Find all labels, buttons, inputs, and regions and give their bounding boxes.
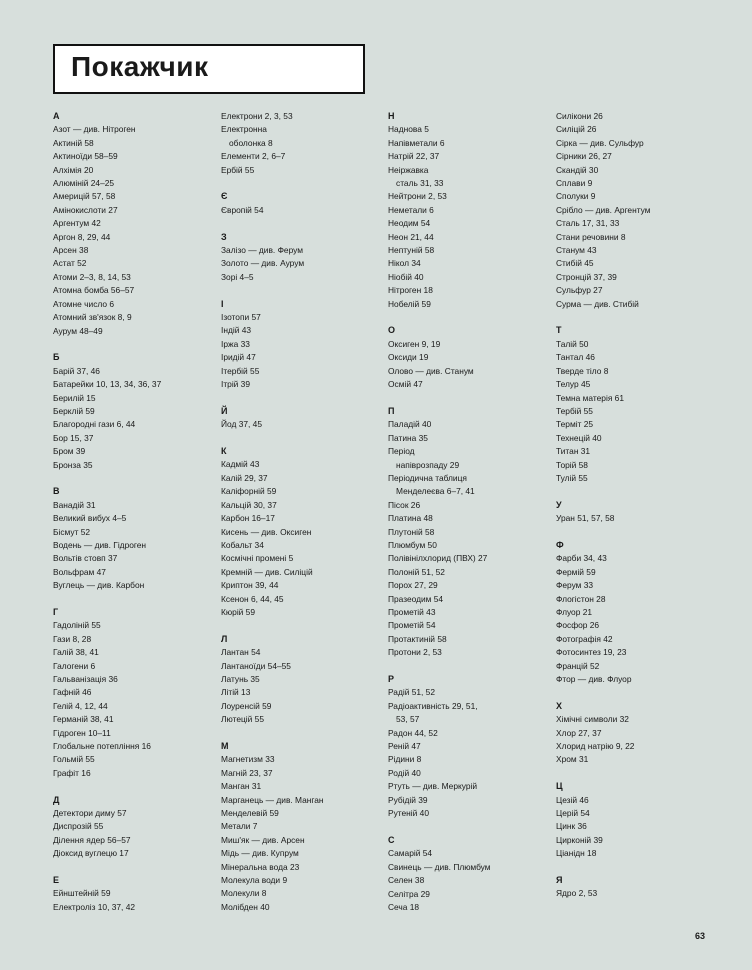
section-gap <box>388 660 548 673</box>
index-entry: Рутеній 40 <box>388 808 429 819</box>
index-entry: Великий вибух 4–5 <box>53 513 127 524</box>
index-entry: Прометій 43 <box>388 607 436 617</box>
index-entry: Оксиген 9, 19 <box>388 338 441 349</box>
section-letter: Л <box>221 633 228 644</box>
index-entry: Лютецій 55 <box>221 714 264 725</box>
index-entry: Іржа 33 <box>221 338 250 349</box>
index-entry: Церій 54 <box>556 808 590 819</box>
index-entry: Кисень — див. Оксиген <box>221 526 312 537</box>
index-entry: Технецій 40 <box>556 432 602 443</box>
index-entry: Батарейки 10, 13, 34, 36, 37 <box>53 379 162 390</box>
index-entry: Платина 48 <box>388 513 433 524</box>
section-letter: Р <box>388 674 395 685</box>
index-entry: Бісмут 52 <box>53 526 91 537</box>
index-entry: Ціанідн 18 <box>556 848 597 859</box>
index-entry: Ядро 2, 53 <box>556 888 598 899</box>
index-entry: Золото — див. Аурум <box>221 258 305 269</box>
index-entry: Берклій 59 <box>53 405 95 416</box>
index-entry: Кремній — див. Силіцій <box>221 566 313 577</box>
index-column-1 <box>53 110 213 914</box>
index-entry: Арсен 38 <box>53 245 89 256</box>
index-entry: оболонка 8 <box>229 137 273 148</box>
section-letter: Т <box>556 325 562 336</box>
index-entry: Сполуки 9 <box>556 191 596 202</box>
index-entry: Сталь 17, 31, 33 <box>556 218 620 229</box>
index-entry: Кадмій 43 <box>221 459 260 470</box>
index-entry: Аурум 48–49 <box>53 325 103 336</box>
index-entry: Титан 31 <box>556 446 591 457</box>
index-entry: Детектори диму 57 <box>53 808 127 819</box>
section-gap <box>556 526 716 539</box>
index-entry: Рідини 8 <box>388 754 422 765</box>
index-entry: Осмій 47 <box>388 379 423 390</box>
section-letter: З <box>221 231 227 242</box>
index-entry: Неодим 54 <box>388 218 431 229</box>
index-entry: Космічні промені 5 <box>221 553 294 564</box>
section-letter: У <box>556 499 562 510</box>
section-gap <box>388 820 548 833</box>
index-entry: Силіцій 26 <box>556 124 597 135</box>
index-entry: Талій 50 <box>556 338 589 349</box>
index-entry: Азот — див. Нітроген <box>53 124 136 135</box>
section-letter: В <box>53 486 60 497</box>
index-entry: Глобальне потепління 16 <box>53 741 151 752</box>
section-letter: Х <box>556 700 563 711</box>
index-entry: Ніобій 40 <box>388 271 424 282</box>
index-entry: Пісок 26 <box>388 499 421 510</box>
section-gap <box>53 593 213 606</box>
section-letter: Г <box>53 606 59 617</box>
index-entry: Флуор 21 <box>556 606 593 617</box>
index-entry: Стани речовини 8 <box>556 231 626 242</box>
index-entry: Германій 38, 41 <box>53 714 114 725</box>
index-entry: Гелій 4, 12, 44 <box>53 700 108 711</box>
index-entry: Алюміній 24–25 <box>53 178 115 189</box>
index-entry: Тверде тіло 8 <box>556 365 609 376</box>
index-entry: Фермій 59 <box>556 566 596 577</box>
index-entry: Родій 40 <box>388 767 421 778</box>
index-entry: Паладій 40 <box>388 419 432 430</box>
index-entry: Амінокислоти 27 <box>53 204 118 215</box>
index-entry: Стибій 45 <box>556 258 594 269</box>
index-entry: Берилій 15 <box>53 392 96 403</box>
section-gap <box>53 338 213 351</box>
index-entry: Францій 52 <box>556 660 600 671</box>
index-entry: Радіоактивність 29, 51, <box>388 700 478 711</box>
index-entry: Оксиди 19 <box>388 352 429 363</box>
index-entry: Стронцій 37, 39 <box>556 271 617 282</box>
index-entry: Бром 39 <box>53 446 86 457</box>
section-gap <box>556 767 716 780</box>
index-entry: Ртуть — див. Меркурій <box>388 781 478 792</box>
section-letter: Ф <box>556 539 564 550</box>
index-entry: Срібло — див. Аргентум <box>556 204 651 215</box>
index-entry: Молекула води 9 <box>221 875 288 886</box>
index-entry: Каліфорній 59 <box>221 486 277 497</box>
index-entry: Атомна бомба 56–57 <box>53 285 135 296</box>
section-letter: Д <box>53 794 60 805</box>
index-entry: Ксенон 6, 44, 45 <box>221 593 284 604</box>
section-gap <box>556 686 716 699</box>
section-letter: С <box>388 834 395 845</box>
index-entry: Сірка — див. Сульфур <box>556 137 644 148</box>
index-entry: Селен 38 <box>388 875 425 886</box>
index-entry: Плюмбум 50 <box>388 539 437 550</box>
index-entry: Нобелій 59 <box>388 298 431 309</box>
index-entry: Селітра 29 <box>388 888 430 899</box>
index-entry: Актиній 58 <box>53 137 94 148</box>
index-entry: Цирконій 39 <box>556 834 603 845</box>
index-entry: Аргентум 42 <box>53 218 101 229</box>
index-entry: Сульфур 27 <box>556 285 603 296</box>
section-letter: Ц <box>556 781 563 792</box>
index-entry: Нікол 34 <box>388 258 421 269</box>
index-entry: Гальванізація 36 <box>53 674 118 685</box>
index-entry: Літій 13 <box>221 687 251 698</box>
index-column-3 <box>388 110 548 914</box>
index-entry: Нептуній 58 <box>388 245 435 256</box>
index-entry: Рубідій 39 <box>388 794 428 805</box>
index-entry: Електрони 2, 3, 53 <box>221 111 293 121</box>
index-entry: Метали 7 <box>221 821 258 832</box>
index-entry: Прометій 54 <box>388 620 436 631</box>
index-entry: Латунь 35 <box>221 673 260 684</box>
index-column-2 <box>221 110 381 914</box>
index-entry: Патина 35 <box>388 432 428 443</box>
index-entry: Гази 8, 28 <box>53 633 92 644</box>
index-entry: Нітроген 18 <box>388 285 433 296</box>
index-entry: Елементи 2, 6–7 <box>221 151 286 162</box>
index-entry: Нейтрони 2, 53 <box>388 191 447 202</box>
index-entry: Бронза 35 <box>53 459 93 470</box>
index-entry: Телур 45 <box>556 379 591 390</box>
index-entry: Водень — див. Гідроген <box>53 539 147 550</box>
index-entry: Молібден 40 <box>221 901 270 912</box>
index-entry: Торій 58 <box>556 459 588 470</box>
index-entry: Полівінілхлорид (ПВХ) 27 <box>388 553 488 564</box>
section-letter: Є <box>221 191 228 202</box>
section-gap <box>221 177 381 190</box>
index-entry: Іридій 47 <box>221 352 256 363</box>
index-entry: Вольтів стовп 37 <box>53 553 118 564</box>
index-entry: Лоуренсій 59 <box>221 700 272 711</box>
index-entry: Флогістон 28 <box>556 593 606 604</box>
index-entry: Ділення ядер 56–57 <box>53 834 131 845</box>
index-entry: Скандій 30 <box>556 164 599 175</box>
index-entry: Силікони 26 <box>556 111 603 121</box>
section-letter: О <box>388 325 396 336</box>
section-gap <box>556 311 716 324</box>
index-entry: Цинк 36 <box>556 821 587 832</box>
index-entry: Кальцій 30, 37 <box>221 499 277 510</box>
index-entry: Протони 2, 53 <box>388 647 442 658</box>
index-entry: Гольмій 55 <box>53 754 95 765</box>
index-entry: Полоній 51, 52 <box>388 566 445 577</box>
index-entry: Манган 31 <box>221 781 262 792</box>
index-entry: Ітербій 55 <box>221 365 260 376</box>
index-entry: Сеча 18 <box>388 901 420 912</box>
index-entry: Самарій 54 <box>388 848 433 859</box>
index-entry: Вуглець — див. Карбон <box>53 580 145 591</box>
section-letter: Б <box>53 352 60 363</box>
index-entry: Ферум 33 <box>556 580 594 591</box>
index-entry: Ванадій 31 <box>53 499 96 510</box>
section-gap <box>53 861 213 874</box>
index-entry: Залізо — див. Ферум <box>221 245 304 256</box>
section-letter: Й <box>221 405 228 416</box>
index-entry: Галій 38, 41 <box>53 647 99 658</box>
page-title: Покажчик <box>71 51 209 82</box>
index-entry: Лантан 54 <box>221 647 261 658</box>
index-entry: Хлор 27, 37 <box>556 727 602 738</box>
index-entry: Менделевій 59 <box>221 808 279 819</box>
index-entry: Напівметали 6 <box>388 137 445 148</box>
index-entry: Астат 52 <box>53 258 87 269</box>
index-entry: Плутоній 58 <box>388 526 435 537</box>
index-entry: напіврозпаду 29 <box>396 459 460 470</box>
section-letter: Е <box>53 875 60 886</box>
index-entry: Марганець — див. Манган <box>221 794 324 805</box>
index-entry: Фотосинтез 19, 23 <box>556 647 627 658</box>
index-entry: Криптон 39, 44 <box>221 580 279 591</box>
index-entry: Гідроген 10–11 <box>53 727 111 738</box>
index-entry: Радій 51, 52 <box>388 687 436 698</box>
index-entry: Діоксид вуглецю 17 <box>53 848 129 859</box>
index-entry: Графіт 16 <box>53 767 91 778</box>
index-entry: Тербій 55 <box>556 405 593 416</box>
index-entry: Барій 37, 46 <box>53 365 100 376</box>
index-entry: Радон 44, 52 <box>388 727 438 738</box>
index-entry: Атомне число 6 <box>53 298 115 309</box>
index-entry: Ізотопи 57 <box>221 312 261 323</box>
index-entry: Індій 43 <box>221 325 252 336</box>
index-entry: Реній 47 <box>388 741 421 752</box>
title-box <box>53 44 365 94</box>
index-entry: Калій 29, 37 <box>221 472 268 483</box>
section-letter: Я <box>556 875 563 886</box>
index-entry: сталь 31, 33 <box>396 178 444 189</box>
index-entry: Сірники 26, 27 <box>556 151 612 162</box>
index-entry: Празеодим 54 <box>388 593 444 604</box>
index-entry: Йод 37, 45 <box>221 419 262 430</box>
section-letter: М <box>221 740 229 751</box>
index-entry: Фтор — див. Флуор <box>556 674 632 685</box>
index-entry: Неон 21, 44 <box>388 231 434 242</box>
index-entry: Зорі 4–5 <box>221 271 254 282</box>
index-column-4 <box>556 110 716 901</box>
index-entry: Олово — див. Станум <box>388 365 474 376</box>
index-entry: Лантаноїди 54–55 <box>221 660 291 671</box>
section-gap <box>221 217 381 230</box>
section-letter: Н <box>388 111 395 121</box>
index-entry: Атоми 2–3, 8, 14, 53 <box>53 271 131 282</box>
index-entry: Магнетизм 33 <box>221 754 275 765</box>
index-entry: Європій 54 <box>221 204 264 215</box>
section-letter: П <box>388 405 395 416</box>
section-gap <box>221 391 381 404</box>
section-gap <box>53 780 213 793</box>
index-entry: Свинець — див. Плюмбум <box>388 861 491 872</box>
index-entry: Атомний зв'язок 8, 9 <box>53 312 132 323</box>
index-entry: Електроліз 10, 37, 42 <box>53 901 136 912</box>
index-entry: Бор 15, 37 <box>53 432 94 443</box>
index-entry: Хром 31 <box>556 754 589 765</box>
index-entry: Америцій 57, 58 <box>53 191 116 202</box>
index-entry: Кобальт 34 <box>221 539 264 550</box>
index-entry: Хлорид натрію 9, 22 <box>556 741 635 752</box>
index-entry: Період <box>388 446 415 457</box>
index-entry: Фосфор 26 <box>556 620 600 631</box>
index-entry: Карбон 16–17 <box>221 513 275 524</box>
index-entry: Ейнштейній 59 <box>53 888 111 899</box>
index-entry: 53, 57 <box>396 714 420 725</box>
index-entry: Мідь — див. Купрум <box>221 848 299 859</box>
index-entry: Тантал 46 <box>556 352 595 363</box>
section-gap <box>221 619 381 632</box>
index-entry: Неіржавка <box>388 164 429 175</box>
section-gap <box>221 727 381 740</box>
index-entry: Неметали 6 <box>388 204 434 215</box>
index-entry: Порох 27, 29 <box>388 580 438 591</box>
index-entry: Електронна <box>221 124 267 135</box>
index-entry: Натрій 22, 37 <box>388 151 440 162</box>
index-entry: Протактиній 58 <box>388 633 447 644</box>
section-letter: І <box>221 298 224 309</box>
index-entry: Фотографія 42 <box>556 633 613 644</box>
index-entry: Фарби 34, 43 <box>556 553 607 564</box>
index-entry: Магній 23, 37 <box>221 767 273 778</box>
index-entry: Алхімія 20 <box>53 164 94 175</box>
index-entry: Галогени 6 <box>53 660 96 671</box>
index-entry: Цезій 46 <box>556 794 589 805</box>
section-letter: А <box>53 111 60 121</box>
index-entry: Диспрозій 55 <box>53 821 104 832</box>
section-gap <box>53 472 213 485</box>
section-gap <box>221 432 381 445</box>
index-entry: Миш'як — див. Арсен <box>221 834 305 845</box>
section-gap <box>388 311 548 324</box>
index-entry: Благородні гази 6, 44 <box>53 419 136 430</box>
section-gap <box>388 392 548 405</box>
index-entry: Терміт 25 <box>556 419 594 430</box>
index-entry: Тулій 55 <box>556 472 588 483</box>
index-entry: Кюрій 59 <box>221 606 255 617</box>
index-entry: Станум 43 <box>556 245 597 256</box>
index-entry: Ербій 55 <box>221 164 255 175</box>
index-entry: Молекули 8 <box>221 888 267 899</box>
section-letter: К <box>221 446 227 457</box>
index-entry: Темна матерія 61 <box>556 392 624 403</box>
index-entry: Ітрій 39 <box>221 379 251 390</box>
index-entry: Менделеєва 6–7, 41 <box>396 486 475 497</box>
section-gap <box>556 485 716 498</box>
page-number: 63 <box>694 931 705 941</box>
section-gap <box>556 861 716 874</box>
index-entry: Мінеральна вода 23 <box>221 861 300 872</box>
index-entry: Сурма — див. Стибій <box>556 298 639 309</box>
index-entry: Актиноїди 58–59 <box>53 151 118 162</box>
index-entry: Періодична таблиця <box>388 472 467 483</box>
index-entry: Сплави 9 <box>556 178 593 189</box>
index-entry: Гафній 46 <box>53 687 92 698</box>
index-entry: Вольфрам 47 <box>53 566 106 577</box>
index-entry: Уран 51, 57, 58 <box>556 513 615 524</box>
section-gap <box>221 284 381 297</box>
index-entry: Наднова 5 <box>388 124 429 135</box>
index-entry: Аргон 8, 29, 44 <box>53 231 111 242</box>
index-entry: Хімічні символи 32 <box>556 714 629 725</box>
index-entry: Гадоліній 55 <box>53 620 101 631</box>
